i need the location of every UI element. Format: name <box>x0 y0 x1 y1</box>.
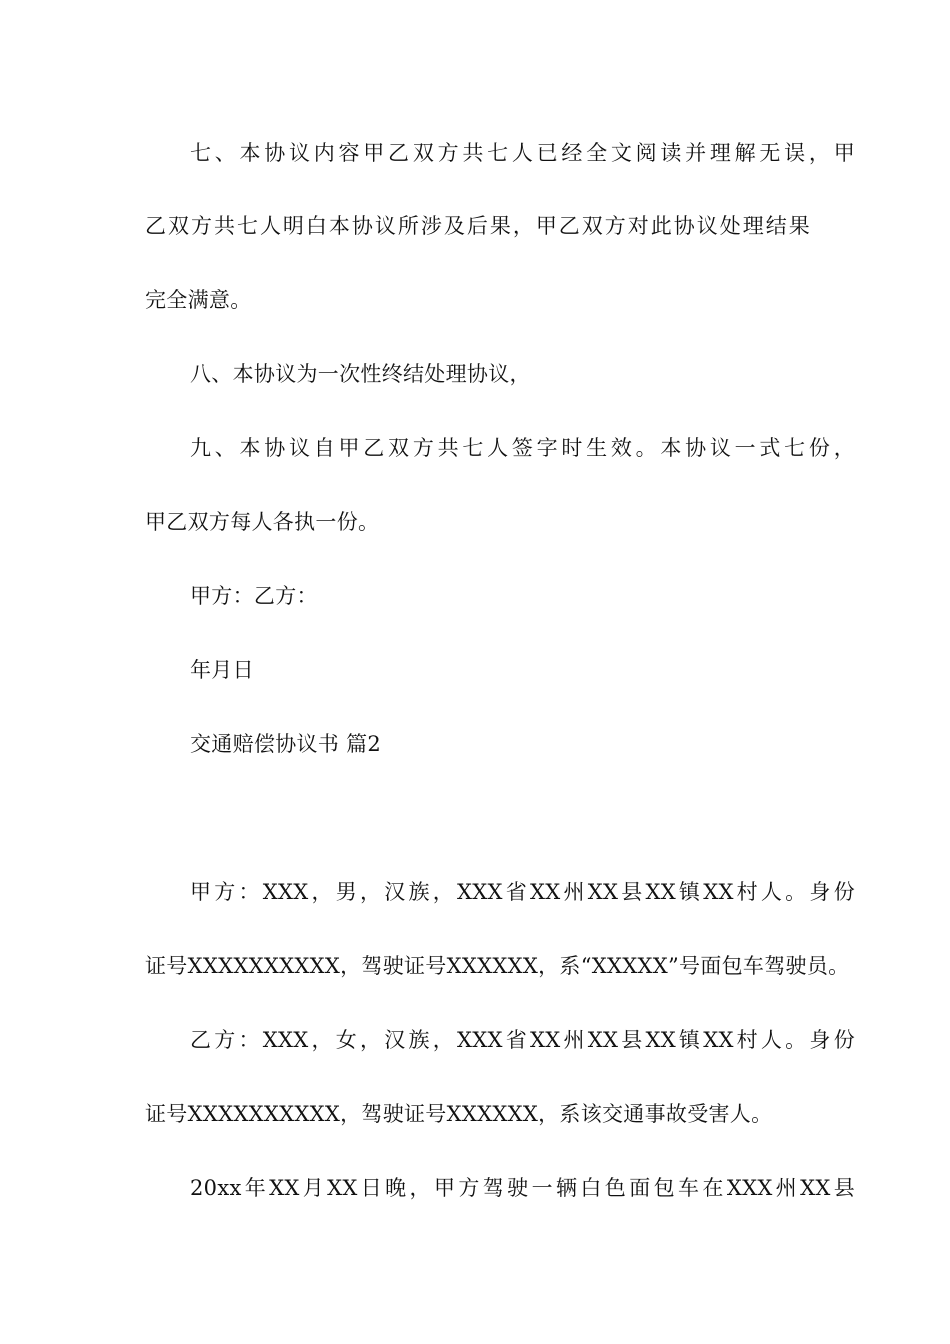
party-a-line-2: 证号XXXXXXXXXX，驾驶证号XXXXXX，系“XXXXX”号面包车驾驶员。 <box>145 954 850 978</box>
clause-7-line-2: 乙双方共七人明白本协议所涉及后果，甲乙双方对此协议处理结果 <box>145 214 810 238</box>
clause-9-line-2: 甲乙双方每人各执一份。 <box>145 510 380 534</box>
clause-7-line-3: 完全满意。 <box>145 288 252 312</box>
party-b-line-2: 证号XXXXXXXXXX，驾驶证号XXXXXX，系该交通事故受害人。 <box>145 1102 773 1126</box>
clause-9-line-1: 九、本协议自甲乙双方共七人签字时生效。本协议一式七份， <box>190 436 855 460</box>
clause-8-line-1: 八、本协议为一次性终结处理协议， <box>190 362 531 386</box>
signature-date: 年月日 <box>190 658 254 682</box>
signature-parties: 甲方：乙方： <box>190 584 318 608</box>
party-b-line-1: 乙方：XXX，女，汉族，XXX省XX州XX县XX镇XX村人。身份 <box>190 1028 855 1052</box>
section-title: 交通赔偿协议书 篇2 <box>190 732 382 756</box>
incident-line-1: 20xx年XX月XX日晚，甲方驾驶一辆白色面包车在XXX州XX县 <box>190 1176 855 1200</box>
party-a-line-1: 甲方：XXX，男，汉族，XXX省XX州XX县XX镇XX村人。身份 <box>190 880 855 904</box>
clause-7-line-1: 七、本协议内容甲乙双方共七人已经全文阅读并理解无误，甲 <box>190 141 855 165</box>
